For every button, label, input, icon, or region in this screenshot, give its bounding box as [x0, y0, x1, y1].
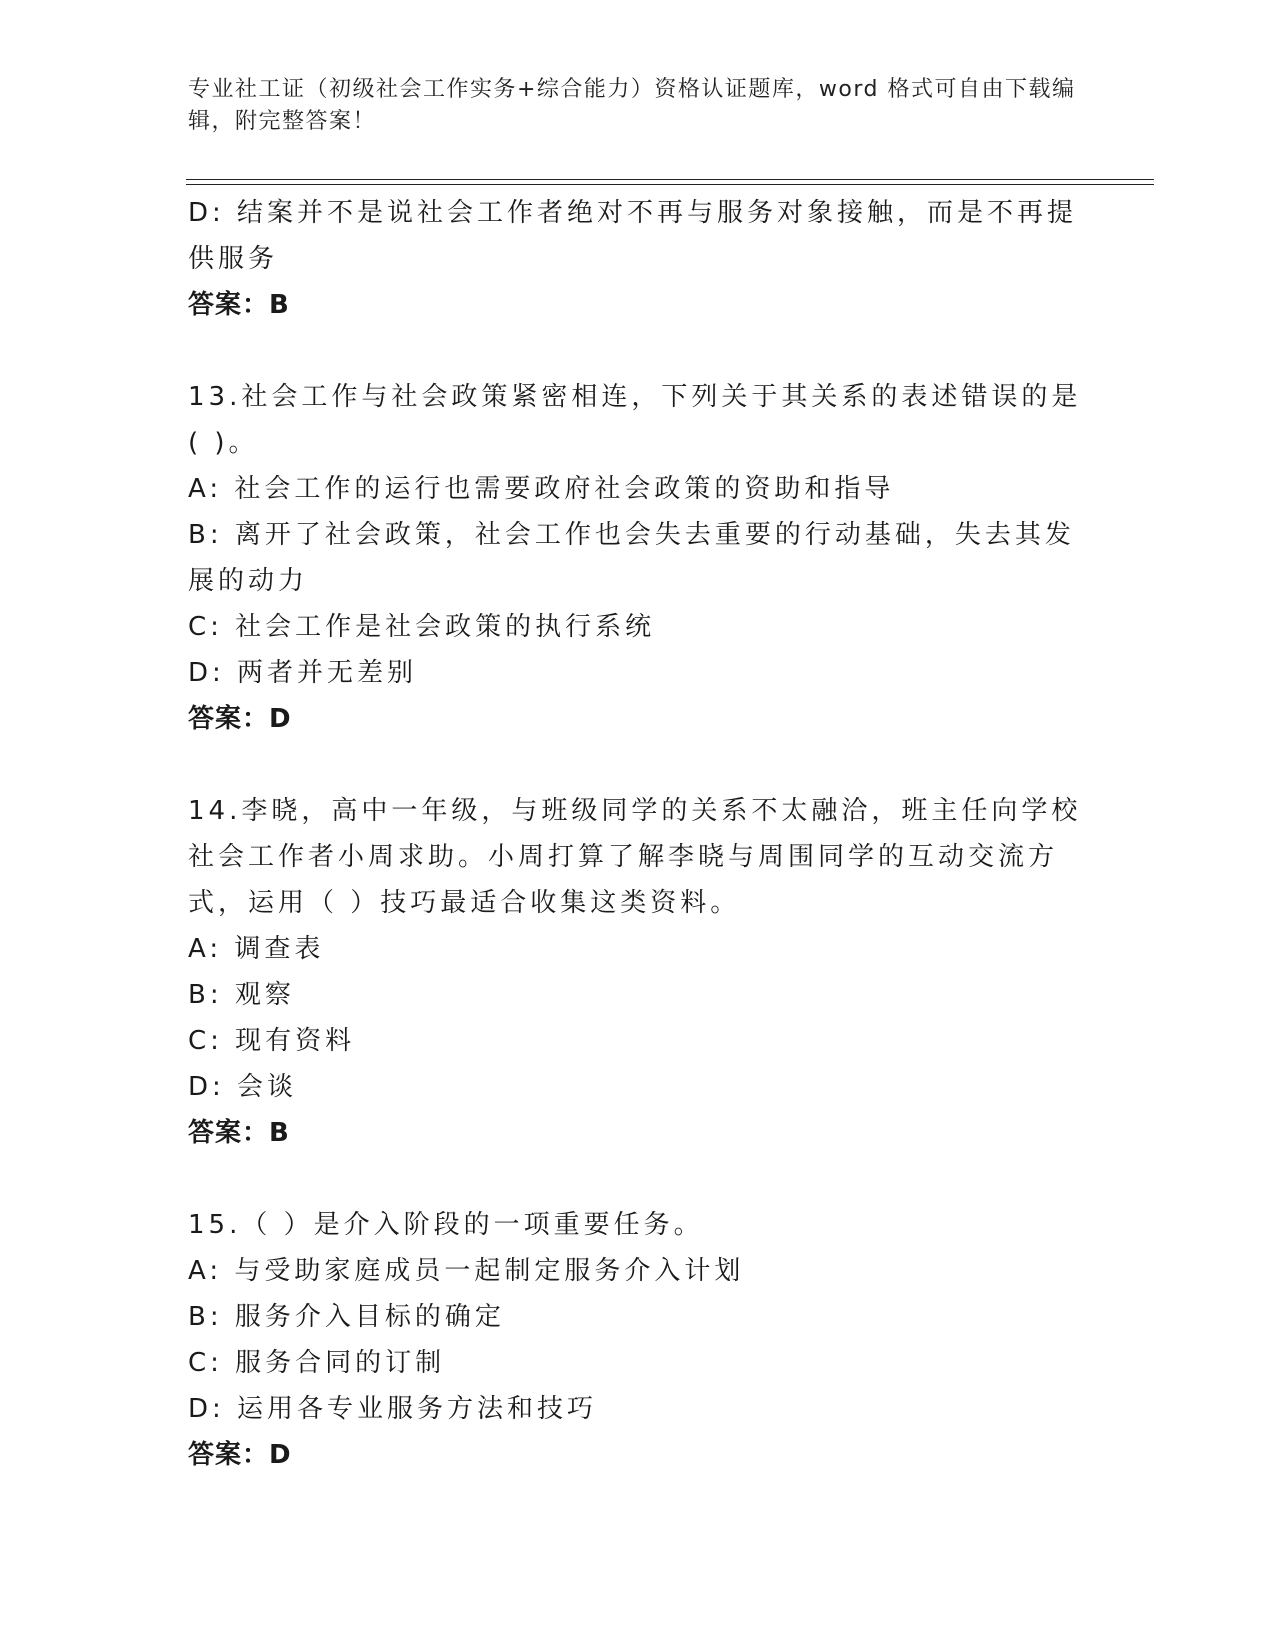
q14-answer: 答案：B — [188, 1118, 290, 1148]
q13-stem: 13.社会工作与社会政策紧密相连，下列关于其关系的表述错误的是( )。 — [188, 382, 1082, 458]
q15-stem: 15.（ ）是介入阶段的一项重要任务。 — [188, 1210, 704, 1240]
q14-option-a: A: 调查表 — [188, 934, 325, 964]
q14-option-b: B: 观察 — [188, 980, 295, 1010]
q15-option-b: B: 服务介入目标的确定 — [188, 1302, 505, 1332]
prev-answer: 答案：B — [188, 290, 290, 320]
q13-option-b: B: 离开了社会政策，社会工作也会失去重要的行动基础，失去其发展的动力 — [188, 520, 1075, 596]
q13-option-a: A: 社会工作的运行也需要政府社会政策的资助和指导 — [188, 474, 895, 504]
spacer — [188, 328, 1088, 374]
q15-option-a: A: 与受助家庭成员一起制定服务介入计划 — [188, 1256, 745, 1286]
q13-option-d: D: 两者并无差别 — [188, 658, 418, 688]
q15-option-c: C: 服务合同的订制 — [188, 1348, 446, 1378]
question-content — [188, 190, 1088, 1478]
prev-option-d: D: 结案并不是说社会工作者绝对不再与服务对象接触，而是不再提供服务 — [188, 198, 1078, 274]
q14-stem: 14.李晓，高中一年级，与班级同学的关系不太融洽，班主任向学校社会工作者小周求助。小周打算了解李晓与周围同学的互动交流方式，运用（ ）技巧最适合收集这类资料。 — [188, 796, 1082, 918]
q15-option-d: D: 运用各专业服务方法和技巧 — [188, 1394, 598, 1424]
header-divider-second — [186, 184, 1154, 185]
q13-answer: 答案：D — [188, 704, 292, 734]
page-header: 专业社工证（初级社会工作实务+综合能力）资格认证题库，word 格式可自由下载编辑，附完整答案！ — [188, 77, 1076, 134]
header-divider — [186, 179, 1154, 180]
q14-option-c: C: 现有资料 — [188, 1026, 356, 1056]
q15-answer: 答案：D — [188, 1440, 292, 1470]
q14-option-d: D: 会谈 — [188, 1072, 298, 1102]
q13-option-c: C: 社会工作是社会政策的执行系统 — [188, 612, 656, 642]
spacer — [188, 742, 1088, 788]
spacer — [188, 1156, 1088, 1202]
